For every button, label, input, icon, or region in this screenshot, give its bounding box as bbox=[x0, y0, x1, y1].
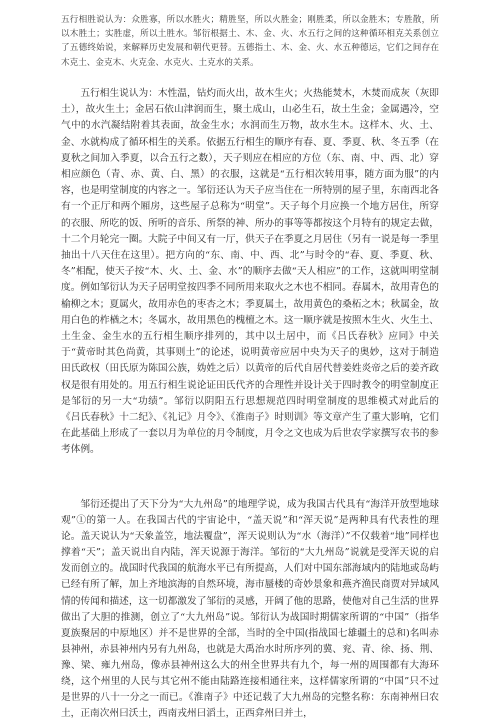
paragraph-wuxing-xiangsheng-mingtang bbox=[61, 86, 439, 459]
paragraph-wuxing-text: 五行相生说认为：木性温，钻灼而火出，故木生火；火热能焚木，木焚而成灰（灰即土），故火生土；金居石依山津润而生，聚土成山，山必生石，故土生金；金属遇冷，空气中的水汽凝结附着其表面，故金生水；水润而生万物，故水生木。这样木、火、土、金、水就构成了循环相生的关系。依据五行相生的顺序有春、夏、季夏、秋、冬五季（在夏秋之间加入季夏，以合五行之数），天子则应在相应的方位（东、南、中、西、北）穿相应颜色（青、赤、黄、白、黑）的衣服，这就是“五行相次转用事，随方面为服”的内容，也是明堂制度的内容之一。邹衍还认为天子应当住在一所特别的屋子里，东南西北各有一个正厅和两个厢房，这些屋子总称为“明堂”。天子每个月应换一个地方居住，所穿的衣服、所吃的饭、所听的音乐、所祭的神、所办的事等等都按这个月特有的规定去做，十二个月轮完一圈。大院子中间又有一厅，供天子在季夏之月居住（另有一说是每一季里抽出十八天住在这里）。把方向的“东、南、中、西、北”与时令的“春、夏、季夏、秋、冬”相配，使天子按“木、火、土、金、水”的顺序去做“天人相应”的工作，这就叫明堂制度。例如邹衍认为天子居明堂按四季不同所用来取火之木也不相同。春属木，故用青色的榆柳之木；夏属火，故用赤色的枣杏之木；季夏属土，故用黄色的桑柘之木；秋属金，故用白色的柞楢之木；冬属水，故用黑色的槐檀之木。这一顺序就是按照木生火、火生土、土生金、金生水的五行相生顺序排列的，其中以土居中，而《吕氏春秋》应同》中关于“黄帝时其色尚黄，其事则土”的论述，说明黄帝应居中央为天子的奥妙，这对于制造田氏政权（田氏原为陈国公族，妫姓之后）以黄帝的后代自居代替姜姓炎帝之后的姜齐政权是很有用处的。用五行相生说论证田氏代齐的合理性并设计关于四时教令的明堂制度正是邹衍的另一大“功绩”。邹衍以阴阳五行思想规范四时明堂制度的思维模式对此后的《吕氏春秋》十二纪》、《礼记》月令》、《淮南子》时则训》等文章产生了重大影响，它们在此基础上形成了一套以月为单位的月令制度，月令之文也成为后世农学家撰写农书的参考体例。 bbox=[61, 88, 439, 456]
paragraph-dajiuzhou-text: 邹衍还提出了天下分为“大九州岛”的地理学说，成为我国古代具有“海洋开放型地球观”①的第一人。在我国古代的宇宙论中，“盖天说”和“浑天说”是两种具有代表性的理论。盖天说认为“天象盖笠，地法覆盘”，浑天说则认为“水（海洋）”不仅载着“地”同样也撑着“天”；盖天说出自内陆，浑天说源于海洋。邹衍的“大九州岛”说就是受浑天说的启发而创立的。战国时代我国的航海水平已有所提高，人们对中国东部海域内的陆地或岛屿已经有所了解，加上齐地滨海的自然环境，海市蜃楼的奇妙景象和燕齐渔民商贾对异域风情的传闻和描述，这一切都激发了邹衍的灵感，开阔了他的思路，使他对自己生活的世界做出了大胆的推测，创立了“大九州岛”说。邹衍认为战国时期儒家所谓的“中国”（指华夏族聚居的中原地区）并不是世界的全部，当时的全中国(指战国七雄疆土的总和)名叫赤县神州，赤县神州内另有九州岛，也就是大禹治水时所序列的冀、兖、青、徐、扬、荆、豫、梁、雍九州岛，像赤县神州这么大的州全世界共有九个，每一州的周围都有大海环绕，这个州里的人民与其它州不能由陆路连接相通往来，这样儒家所谓的“中国”只不过是世界的八十一分之一而已。《淮南子》中还记载了大九州岛的完整名称：东南神州曰农土，正南次州曰沃土，西南戎州曰滔土，正西弇州曰并土， bbox=[61, 499, 439, 720]
paragraph-wuxing-xiangsheng-intro: 五行相胜说认为：众胜寡，所以水胜火；精胜坚，所以火胜金；刚胜柔，所以金胜木；专胜散，所以木胜土；实胜虚，所以土胜水。邹衍根据土、木、金、火、水五行之间的这种循环相克关系创立了五德终始说，来解释历史发展和朝代更替。五德指土、木、金、火、水五种德运，它们之间存在木克土、金克木、火克金、水克火、土克水的关系。 bbox=[61, 15, 439, 68]
paragraph-dajiuzhou bbox=[61, 497, 439, 722]
